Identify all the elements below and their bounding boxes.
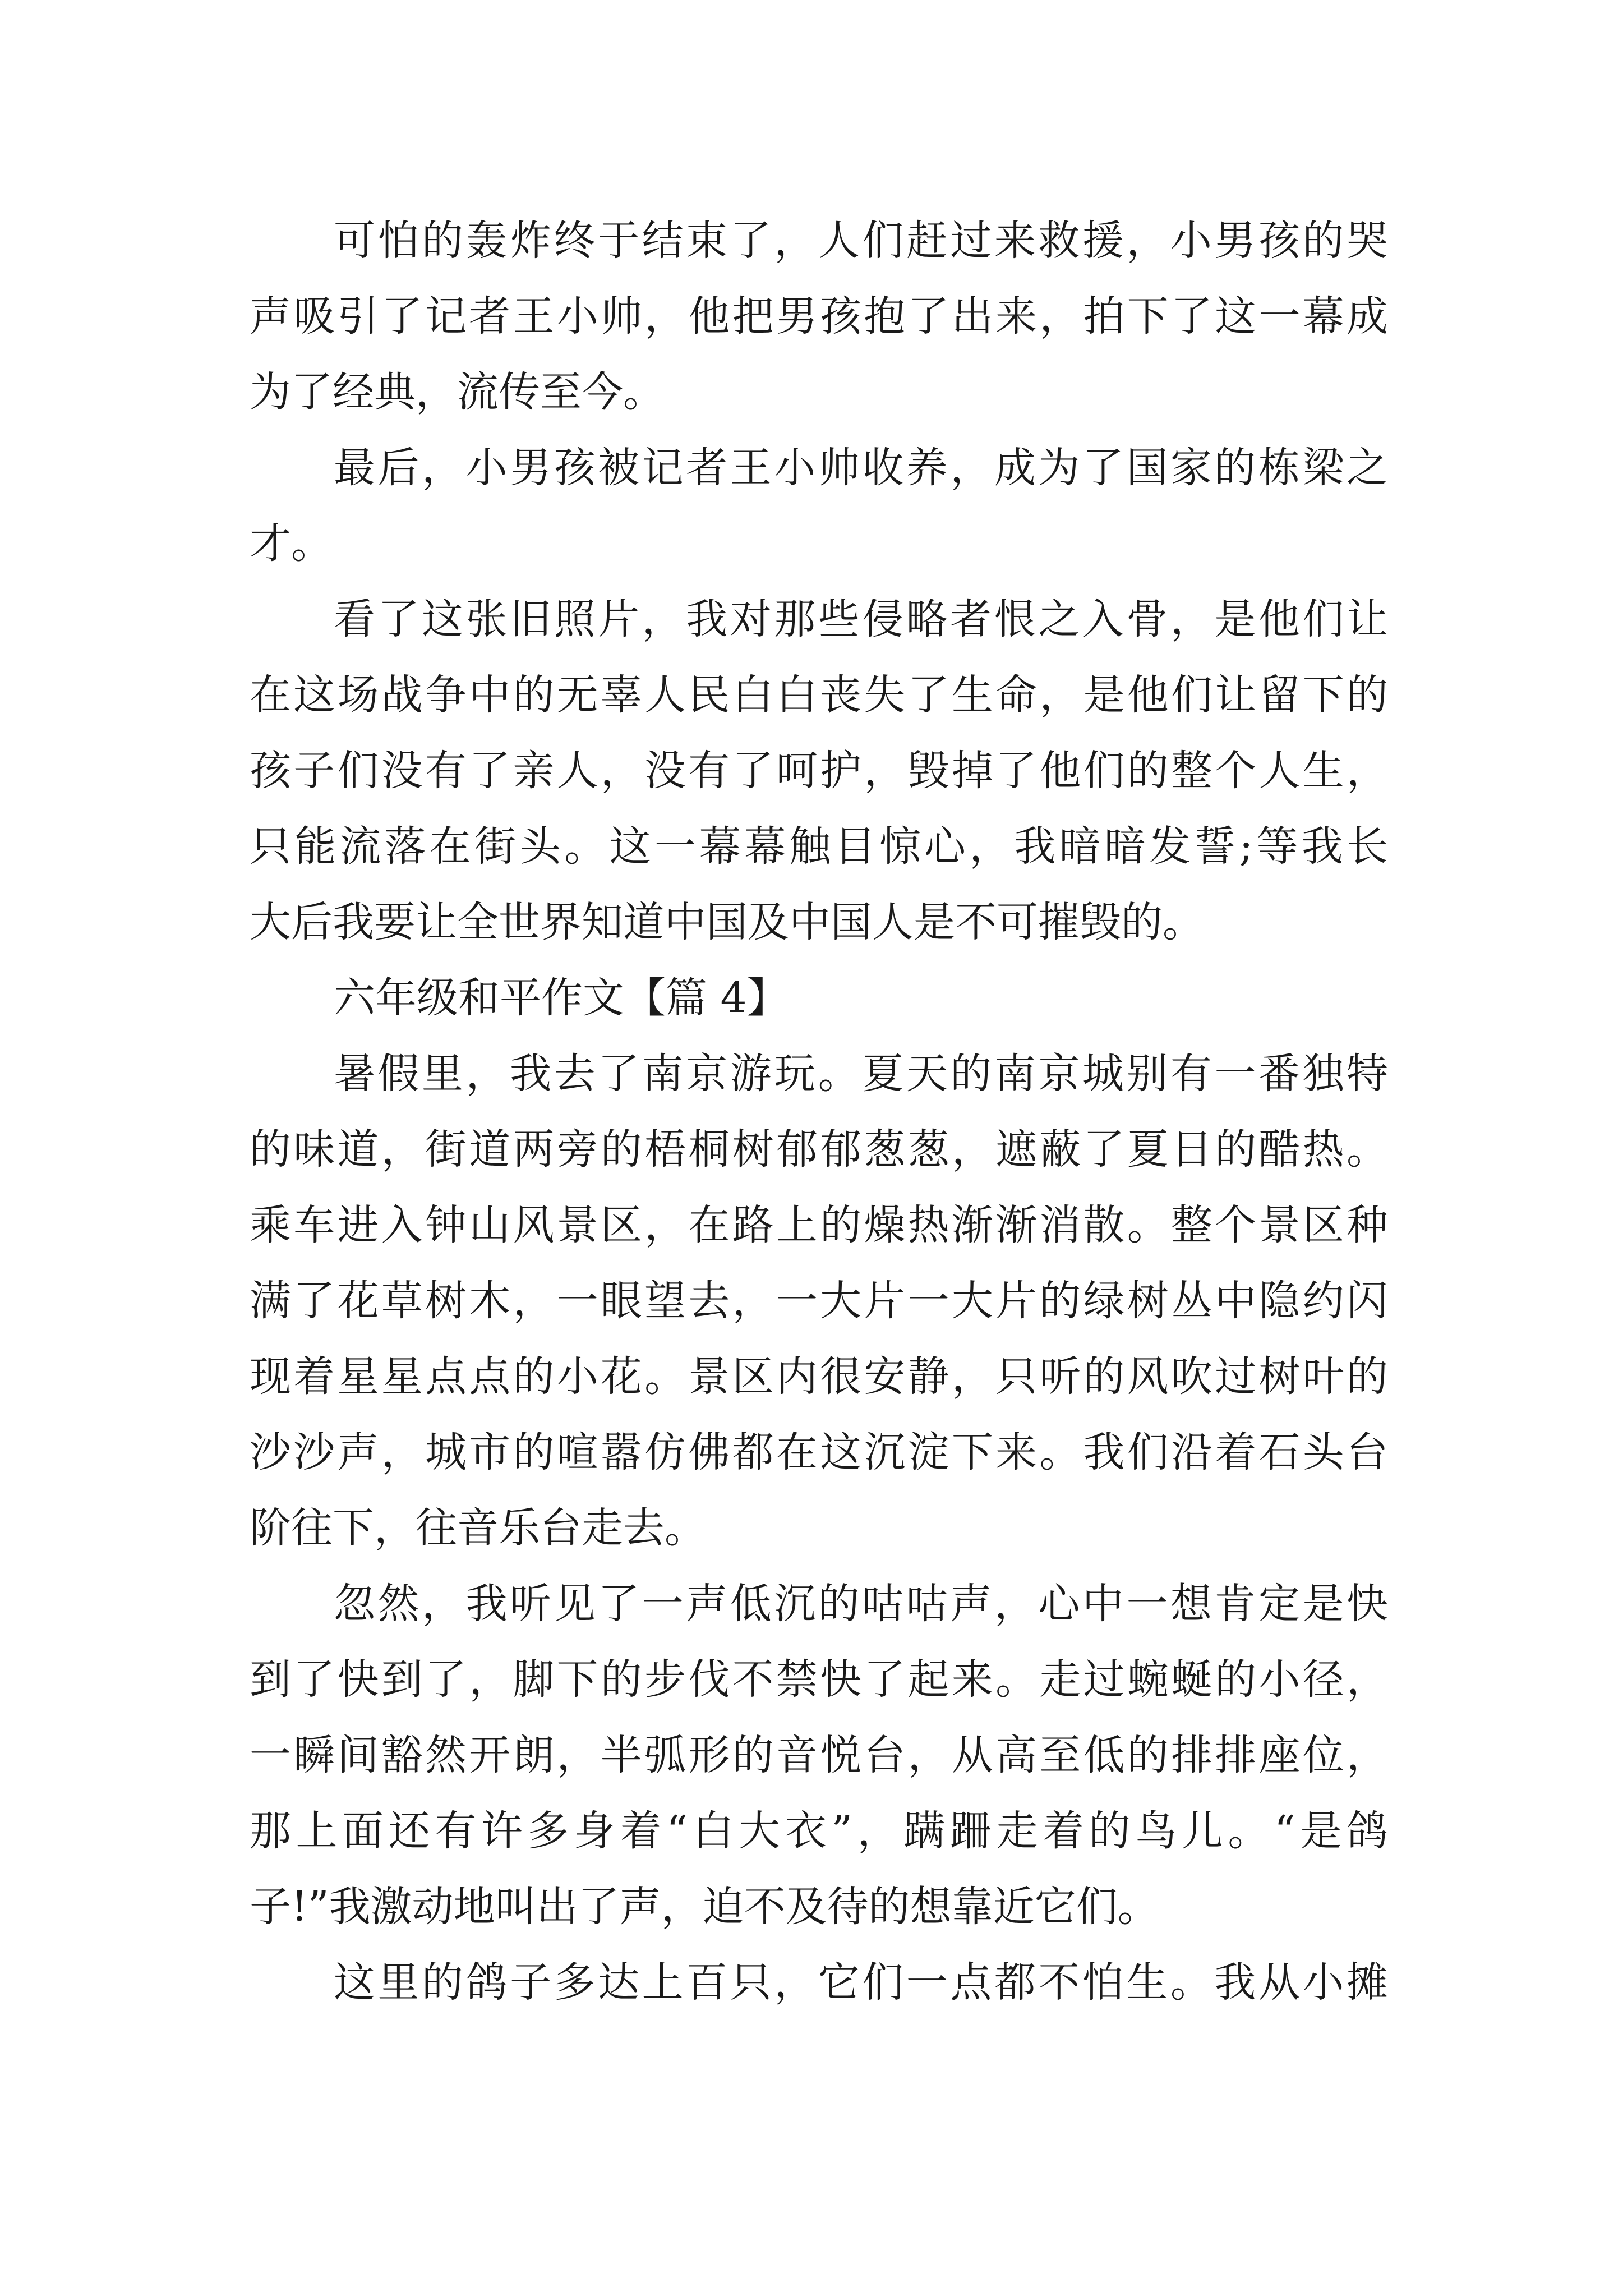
text-line: 看了这张旧照片，我对那些侵略者恨之入骨，是他们让 [334,595,1388,643]
paragraph [250,430,1388,582]
text-line: 那上面还有许多身着“白大衣”，蹒跚走着的鸟儿。“是鸽 [250,1807,1388,1855]
document-body [250,203,1388,2021]
text-line: 忽然，我听见了一声低沉的咕咕声，心中一想肯定是快 [334,1580,1388,1628]
text-line: 孩子们没有了亲人，没有了呵护，毁掉了他们的整个人生， [250,747,1388,795]
text-line: 声吸引了记者王小帅，他把男孩抱了出来，拍下了这一幕成 [250,292,1388,341]
text-line: 这里的鸽子多达上百只，它们一点都不怕生。我从小摊 [334,1958,1388,2007]
paragraph [250,1566,1388,1945]
paragraph [250,1036,1388,1566]
text-line: 满了花草树木，一眼望去，一大片一大片的绿树丛中隐约闪 [250,1277,1388,1325]
text-line: 为了经典，流传至今。 [250,368,665,416]
text-line: 大后我要让全世界知道中国及中国人是不可摧毁的。 [250,898,1204,946]
text-line: 乘车进入钟山风景区，在路上的燥热渐渐消散。整个景区种 [250,1201,1388,1249]
paragraph [250,582,1388,960]
text-line: 阶往下，往音乐台走去。 [250,1504,706,1552]
text-line: 最后，小男孩被记者王小帅收养，成为了国家的栋梁之 [334,444,1388,492]
text-line: 现着星星点点的小花。景区内很安静，只听的风吹过树叶的 [250,1352,1388,1401]
text-line: 才。 [250,519,333,568]
text-line: 到了快到了，脚下的步伐不禁快了起来。走过蜿蜒的小径， [250,1655,1388,1704]
paragraph [250,203,1388,430]
text-line: 可怕的轰炸终于结束了，人们赶过来救援，小男孩的哭 [334,217,1388,265]
text-line: 沙沙声，城市的喧嚣仿佛都在这沉淀下来。我们沿着石头台 [250,1428,1388,1476]
text-line: 暑假里，我去了南京游玩。夏天的南京城别有一番独特 [334,1050,1388,1098]
text-line: 在这场战争中的无辜人民白白丧失了生命，是他们让留下的 [250,671,1388,719]
text-line: 的味道，街道两旁的梧桐树郁郁葱葱，遮蔽了夏日的酷热。 [250,1125,1388,1174]
text-line: 只能流落在街头。这一幕幕触目惊心，我暗暗发誓;等我长 [250,822,1388,871]
text-line: 一瞬间豁然开朗，半弧形的音悦台，从高至低的排排座位， [250,1731,1388,1779]
paragraph [250,1945,1388,2021]
section-heading: 六年级和平作文【篇 4】 [334,974,789,1022]
text-line: 子!”我激动地叫出了声，迫不及待的想靠近它们。 [250,1883,1159,1931]
